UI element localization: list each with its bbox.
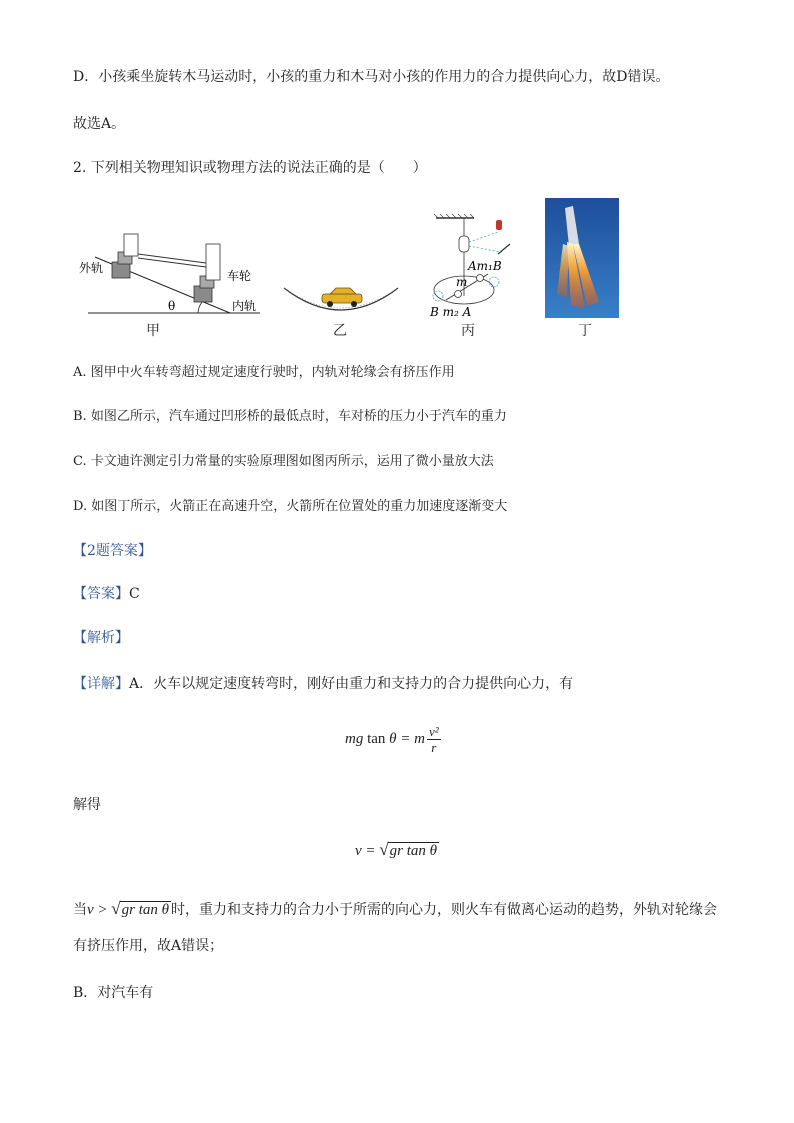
figure-jia-banked-track	[70, 222, 270, 340]
label-m: m	[456, 275, 468, 289]
equation-speed	[355, 840, 439, 860]
option-c: C. 卡文迪许测定引力常量的实验原理图如图丙所示，运用了微小量放大法	[73, 454, 494, 469]
eq1-theta: θ = m	[389, 730, 425, 747]
eq1-fraction	[427, 724, 441, 755]
analysis-tag: 【解析】	[73, 630, 129, 646]
eq1-denominator: r	[431, 740, 437, 755]
eq1-left: mg	[345, 730, 364, 747]
conclusion-line-3: B．对汽车有	[73, 985, 154, 1001]
cond-radicand: gr tan θ	[121, 902, 169, 918]
answer-tag: 【答案】	[73, 586, 129, 602]
figure-ding-rocket-photo	[545, 198, 619, 318]
label-b-m2-a: B m₂ A	[430, 305, 472, 319]
eq2-radicand: gr tan θ	[389, 843, 437, 859]
figure-bing-torsion-balance	[428, 212, 528, 320]
label-a-m1-b: Am₁B	[468, 259, 502, 273]
option-b: B. 如图乙所示，汽车通过凹形桥的最低点时，车对桥的压力小于汽车的重力	[73, 409, 507, 424]
cond-left: v >	[87, 902, 108, 918]
detail-text: A．火车以规定速度转弯时，刚好由重力和支持力的合力提供向心力，有	[129, 676, 574, 692]
figure-yi-concave-bridge	[282, 282, 400, 322]
eq1-numerator: v²	[429, 724, 439, 739]
cond-sqrt-symbol: √	[111, 899, 121, 918]
caption-bing: 丙	[461, 323, 475, 339]
section-tag: 【2题答案】	[73, 543, 152, 559]
label-inner-rail: 内轨	[232, 299, 257, 313]
detail-line	[73, 673, 573, 693]
eq1-tan: tan	[367, 730, 386, 747]
caption-ding: 丁	[578, 323, 592, 339]
answer-line	[73, 583, 140, 603]
label-wheel: 车轮	[227, 269, 252, 283]
equation-centripetal	[345, 724, 441, 755]
detail-tag: 【详解】	[73, 676, 129, 692]
label-outer-rail: 外轨	[79, 261, 104, 275]
label-theta: θ	[168, 299, 176, 313]
caption-yi: 乙	[333, 323, 347, 339]
option-a: A. 图甲中火车转弯超过规定速度行驶时，内轨对轮缘会有挤压作用	[73, 365, 455, 380]
conclusion-line-1	[73, 899, 717, 919]
conclusion-line-2: 有挤压作用，故A错误；	[73, 938, 224, 954]
eq2-left: v =	[355, 843, 376, 859]
caption-jia: 甲	[146, 323, 160, 339]
question-stem: 2. 下列相关物理知识或物理方法的说法正确的是（ ）	[73, 160, 427, 176]
prev-answer: 故选A。	[73, 116, 126, 132]
prev-option-d: D．小孩乘坐旋转木马运动时，小孩的重力和木马对小孩的作用力的合力提供向心力，故D错误。	[73, 69, 670, 85]
cond-prefix: 当	[73, 902, 87, 918]
option-d: D. 如图丁所示，火箭正在高速升空，火箭所在位置处的重力加速度逐渐变大	[73, 499, 508, 514]
cond-rest: 时，重力和支持力的合力小于所需的向心力，则火车有做离心运动的趋势，外轨对轮缘会	[171, 902, 717, 918]
cond-inequality	[87, 899, 171, 918]
sqrt-symbol: √	[379, 840, 389, 859]
solve-label: 解得	[73, 797, 101, 813]
answer-value: C	[129, 586, 140, 602]
